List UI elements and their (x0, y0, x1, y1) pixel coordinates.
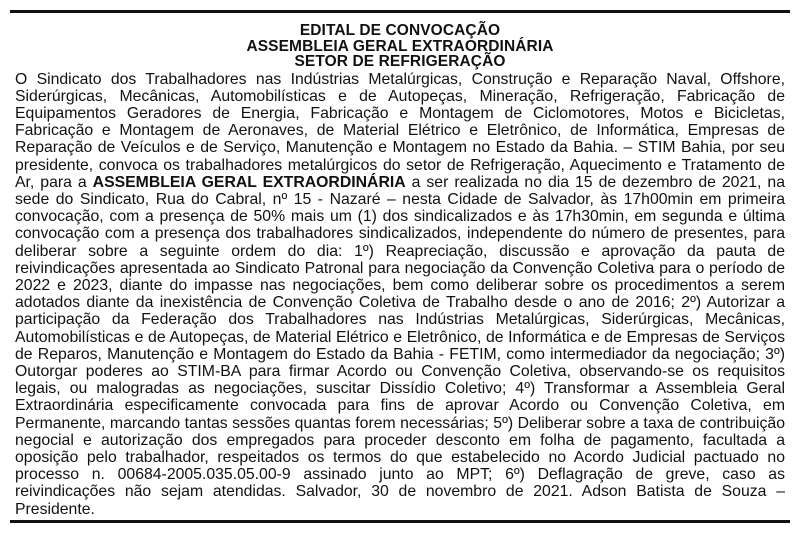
notice-body-emphasis: ASSEMBLEIA GERAL EXTRAORDINÁRIA (92, 173, 406, 191)
notice-body-details: a ser realizada no dia 15 de dezembro de 2021, na sede do Sindicato, Rua do Cabral, nº 15 - Nazaré – nesta Cidade de Salvador, às 17h00min em primeira convocação, com a presença de 50% mais um (1) dos sindicalizados e às 17h30min, em segunda e última convocação com a presença dos trabalhadores sindicalizados, independente do número de presentes, para deliberar sobre a seguinte ordem do dia: 1º) Reapreciação, discussão e aprovação da pauta de reivindicações apresentada ao Sindicato Patronal para negociação da Convenção Coletiva para o período de 2022 e 2023, diante do impasse nas negociações, bem como deliberar sobre os procedimentos a serem adotados diante da inexistência de Convenção Coletiva de Trabalho desde o ano de 2016; 2º) Autorizar a participação da Federação dos Trabalhadores nas Indústrias Metalúrgicas, Siderúrgicas, Mecânicas, Automobilísticas e de Autopeças, de Material Elétrico e Eletrônico, de Informática e de Empresas de Serviços de Reparos, Manutenção e Montagem do Estado da Bahia - FETIM, como intermediador da negociação; 3º) Outorgar poderes ao STIM-BA para firmar Acordo ou Convenção Coletiva, observando-se os requisitos legais, ou malogradas as negociações, suscitar Dissídio Coletivo; 4º) Transformar a Assembleia Geral Extraordinária especificamente convocada para fins de aprovar Acordo ou Convenção Coletiva, em Permanente, marcando tantas sessões quantas forem necessárias; 5º) Deliberar sobre a taxa de contribuição negocial e autorização dos empregados para proceder desconto em folha de pagamento, facultada a oposição pelo trabalhador, respeitados os termos do que estabelecido no Acordo Judicial pactuado no processo n. 00684-2005.035.05.00-9 assinado junto ao MPT; 6º) Deflagração de greve, caso as reivindicações não sejam atendidas. Salvador, 30 de novembro de 2021. Adson Batista de Souza – Presidente. (15, 173, 785, 518)
notice-title: EDITAL DE CONVOCAÇÃO (299, 22, 501, 39)
notice-subtitle-assembly: ASSEMBLEIA GERAL EXTRAORDINÁRIA (246, 37, 554, 55)
convocation-notice (10, 10, 790, 523)
notice-body (15, 71, 785, 518)
notice-body-intro: O Sindicato dos Trabalhadores nas Indústrias Metalúrgicas, Construção e Reparação Naval, Offshore, Siderúrgicas, Mecânicas, Automobilísticas e de Autopeças, Mineração, Refrigeração, Fabricação de Equipamentos Geradores de Energia, Fabricação e Montagem de Ciclomotores, Motos e Bicicletas, Fabricação e Montagem de Aeronaves, de Material Elétrico e Eletrônico, de Informática, Empresas de Reparação de Veículos e de Serviço, Manutenção e Montagem no Estado da Bahia. – STIM Bahia, por seu presidente, convoca os trabalhadores metalúrgicos do setor de Refrigeração, Aquecimento e Tratamento de Ar, para a (15, 70, 785, 191)
notice-subtitle-sector: SETOR DE REFRIGERAÇÃO (294, 53, 506, 70)
